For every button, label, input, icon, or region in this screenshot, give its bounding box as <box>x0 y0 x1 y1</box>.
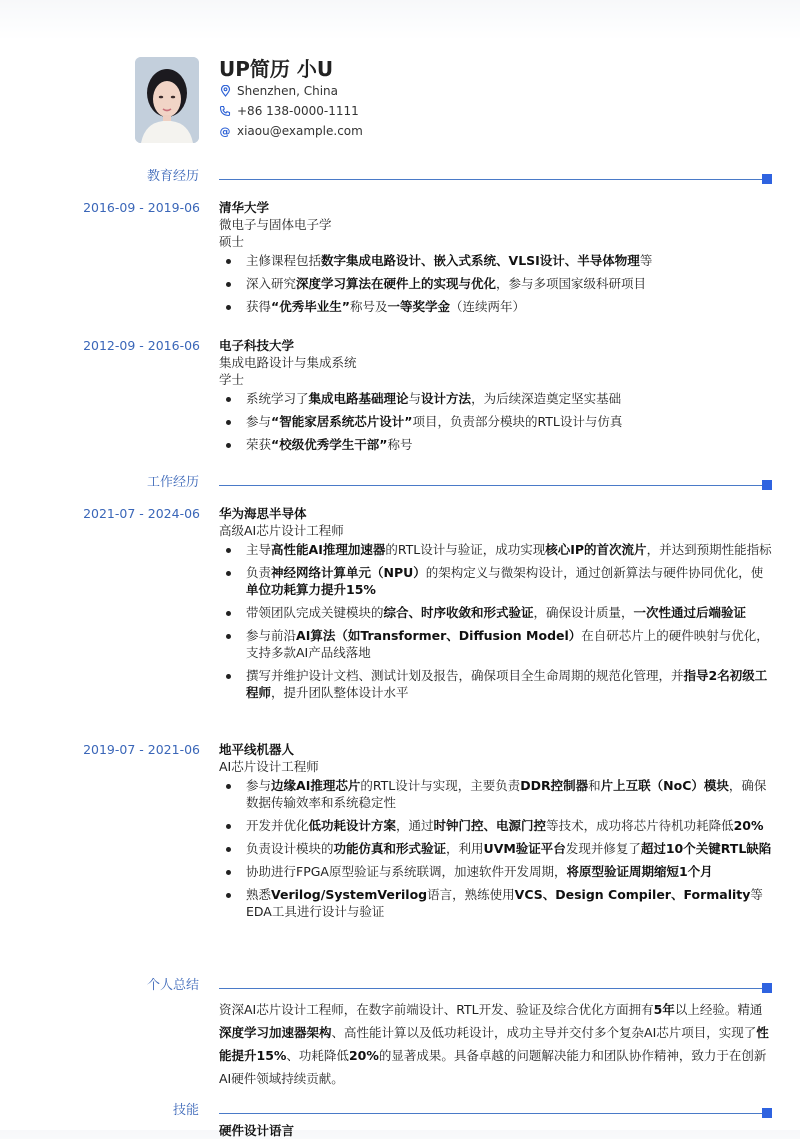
list-item: 主修课程包括数字集成电路设计、嵌入式系统、VLSI设计、半导体物理等 <box>219 252 774 269</box>
company-name: 华为海思半导体 <box>219 506 307 521</box>
list-item: 深入研究深度学习算法在硬件上的实现与优化，参与多项国家级科研项目 <box>219 275 774 292</box>
list-item: 荣获“校级优秀学生干部”称号 <box>219 436 774 453</box>
phone-text: +86 138-0000-1111 <box>237 104 359 118</box>
section-title: 工作经历 <box>146 475 199 490</box>
list-item: 带领团队完成关键模块的综合、时序收敛和形式验证，确保设计质量，一次性通过后端验证 <box>219 604 774 621</box>
profile-photo <box>135 57 199 143</box>
section-skills-header <box>0 1102 800 1122</box>
phone-icon <box>219 105 231 117</box>
at-email-icon: @ <box>219 124 231 138</box>
location-pin-icon <box>219 85 231 97</box>
bullet-list <box>219 252 774 315</box>
entry-date: 2021-07 - 2024-06 <box>83 506 200 521</box>
list-item: 负责神经网络计算单元（NPU）的架构定义与微架构设计，通过创新算法与硬件协同优化，使单位功耗算力提升15% <box>219 564 774 598</box>
contact-email <box>219 121 363 141</box>
company-name: 地平线机器人 <box>219 742 295 757</box>
contact-location <box>219 81 363 101</box>
section-divider <box>219 1113 762 1114</box>
bullet-list <box>219 390 774 453</box>
list-item: 熟悉Verilog/SystemVerilog语言，熟练使用VCS、Design Compiler、Formality等EDA工具进行设计与验证 <box>219 886 774 920</box>
entry-date: 2012-09 - 2016-06 <box>83 338 200 353</box>
contact-phone <box>219 101 363 121</box>
section-title: 技能 <box>172 1103 199 1118</box>
degree: 硕士 <box>219 234 245 249</box>
resume-header <box>135 57 363 143</box>
section-marker <box>762 1108 772 1118</box>
list-item: 参与边缘AI推理芯片的RTL设计与实现，主要负责DDR控制器和片上互联（NoC）模块，确保数据传输效率和系统稳定性 <box>219 777 774 811</box>
list-item: 参与前沿AI算法（如Transformer、Diffusion Model）在自研芯片上的硬件映射与优化，支持多款AI产品线落地 <box>219 627 774 661</box>
list-item: 系统学习了集成电路基础理论与设计方法，为后续深造奠定坚实基础 <box>219 390 774 407</box>
section-marker <box>762 480 772 490</box>
section-divider <box>219 179 762 180</box>
bullet-list <box>219 777 774 920</box>
section-work-header <box>0 474 800 494</box>
school-name: 电子科技大学 <box>219 338 295 353</box>
location-text: Shenzhen, China <box>237 84 339 98</box>
list-item: 协助进行FPGA原型验证与系统联调，加速软件开发周期，将原型验证周期缩短1个月 <box>219 863 774 880</box>
section-summary-header <box>0 977 800 997</box>
skill-group-title: 硬件设计语言 <box>219 1123 295 1138</box>
section-education-header <box>0 168 800 188</box>
degree: 学士 <box>219 372 245 387</box>
list-item: 开发并优化低功耗设计方案，通过时钟门控、电源门控等技术，成功将芯片待机功耗降低20% <box>219 817 774 834</box>
candidate-name: UP简历 小U <box>219 57 334 81</box>
bullet-list <box>219 541 774 701</box>
section-marker <box>762 174 772 184</box>
section-title: 教育经历 <box>146 169 199 184</box>
major: 微电子与固体电子学 <box>219 217 332 232</box>
summary-text: 资深AI芯片设计工程师，在数字前端设计、RTL开发、验证及综合优化方面拥有5年以上经验。精通深度学习加速器架构、高性能计算以及低功耗设计，成功主导并交付多个复杂AI芯片项目，实现了性能提升15%、功耗降低20%的显著成果。具备卓越的问题解决能力和团队协作精神，致力于在创新AI硬件领域持续贡献。 <box>219 1002 769 1086</box>
entry-date: 2016-09 - 2019-06 <box>83 200 200 215</box>
section-marker <box>762 983 772 993</box>
section-title: 个人总结 <box>146 978 199 993</box>
major: 集成电路设计与集成系统 <box>219 355 357 370</box>
section-divider <box>219 485 762 486</box>
list-item: 获得“优秀毕业生”称号及一等奖学金（连续两年） <box>219 298 774 315</box>
section-divider <box>219 988 762 989</box>
list-item: 主导高性能AI推理加速器的RTL设计与验证，成功实现核心IP的首次流片，并达到预期性能指标 <box>219 541 774 558</box>
school-name: 清华大学 <box>219 200 270 215</box>
list-item: 参与“智能家居系统芯片设计”项目，负责部分模块的RTL设计与仿真 <box>219 413 774 430</box>
list-item: 撰写并维护设计文档、测试计划及报告，确保项目全生命周期的规范化管理，并指导2名初级工程师，提升团队整体设计水平 <box>219 667 774 701</box>
list-item: 负责设计模块的功能仿真和形式验证，利用UVM验证平台发现并修复了超过10个关键RTL缺陷 <box>219 840 774 857</box>
email-link[interactable]: xiaou@example.com <box>237 124 363 138</box>
job-title: 高级AI芯片设计工程师 <box>219 523 344 538</box>
entry-date: 2019-07 - 2021-06 <box>83 742 200 757</box>
job-title: AI芯片设计工程师 <box>219 759 319 774</box>
